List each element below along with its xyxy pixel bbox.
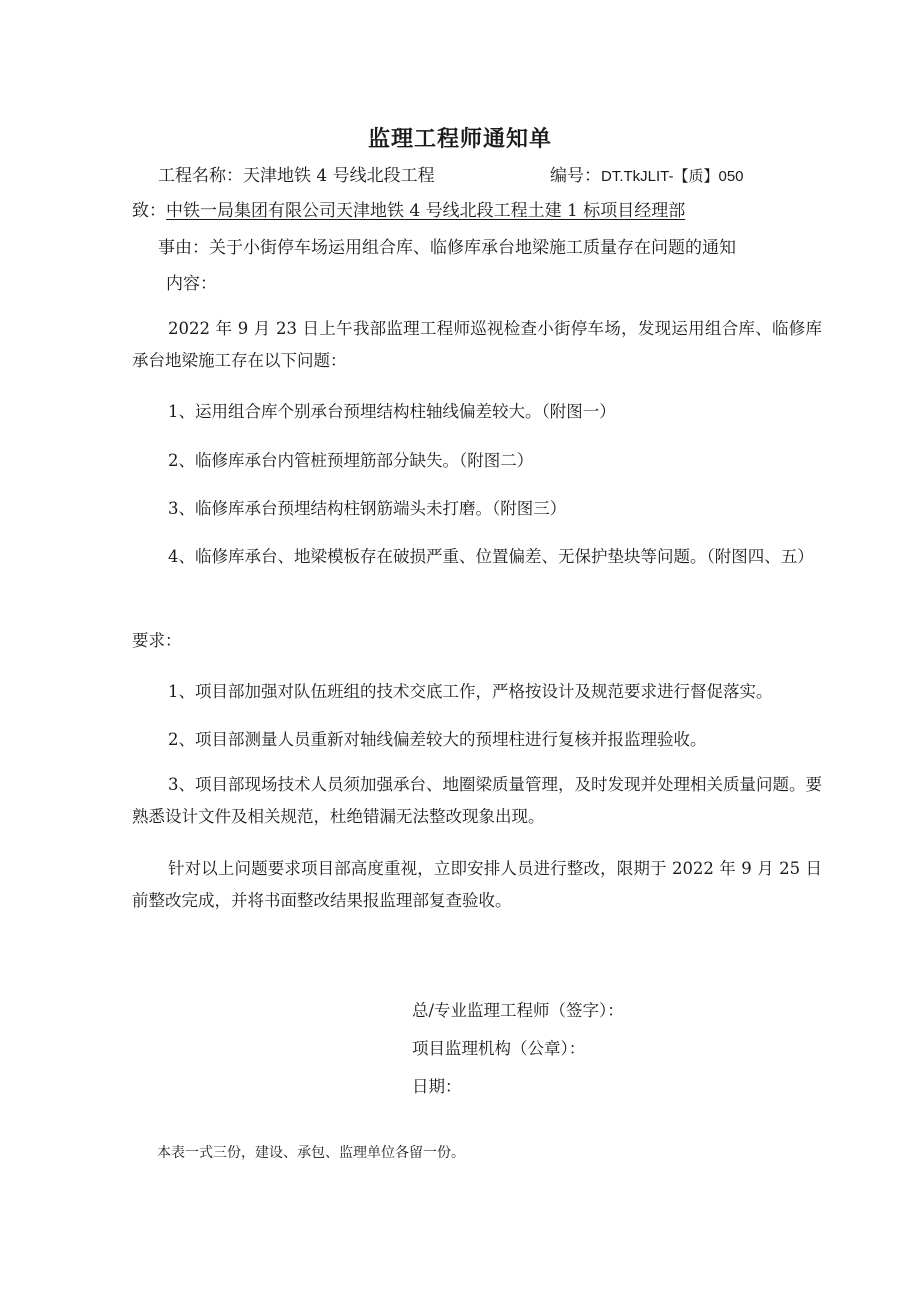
project-name-field <box>158 164 435 188</box>
organization-seal-line: 项目监理机构（公章）： <box>412 1039 586 1058</box>
engineer-signature-line: 总/专业监理工程师（签字）： <box>412 1001 624 1020</box>
issue-item: 2、临修库承台内管桩预埋筋部分缺失。（附图二） <box>168 451 534 470</box>
requirements-label: 要求： <box>132 631 182 650</box>
requirement-item: 1、项目部加强对队伍班组的技术交底工作，严格按设计及规范要求进行督促落实。 <box>168 682 773 701</box>
issue-item: 4、临修库承台、地梁模板存在破损严重、位置偏差、无保护垫块等问题。（附图四、五） <box>168 547 814 566</box>
date-line: 日期： <box>412 1077 462 1096</box>
document-number-field <box>550 164 744 189</box>
recipient-field <box>132 199 685 223</box>
requirement-item: 3、项目部现场技术人员须加强承台、地圈梁质量管理，及时发现并处理相关质量问题。要熟悉设计文件及相关规范，杜绝错漏无法整改现象出现。 <box>132 775 822 826</box>
subject-field <box>158 236 736 260</box>
footer-note: 本表一式三份，建设、承包、监理单位各留一份。 <box>157 1145 465 1161</box>
document-number-value: DT.TkJLIT-【质】050 <box>601 168 744 185</box>
content-label: 内容： <box>166 274 217 294</box>
subject-label: 事由： <box>158 238 209 258</box>
document-number-label: 编号： <box>550 166 601 186</box>
issue-item: 1、运用组合库个别承台预埋结构柱轴线偏差较大。（附图一） <box>168 402 616 421</box>
subject-value: 关于小街停车场运用组合库、临修库承台地梁施工质量存在问题的通知 <box>209 238 736 258</box>
closing-paragraph: 针对以上问题要求项目部高度重视，立即安排人员进行整改，限期于 2022 年 9 月 25 日前整改完成，并将书面整改结果报监理部复查验收。 <box>132 859 822 910</box>
recipient-label: 致： <box>132 201 166 221</box>
recipient-value: 中铁一局集团有限公司天津地铁 4 号线北段工程土建 1 标项目经理部 <box>166 201 686 221</box>
issue-item: 3、临修库承台预埋结构柱钢筋端头未打磨。（附图三） <box>168 499 567 518</box>
requirement-item: 2、项目部测量人员重新对轴线偏差较大的预埋柱进行复核并报监理验收。 <box>168 730 707 749</box>
page-title: 监理工程师通知单 <box>367 127 552 152</box>
project-name-label: 工程名称： <box>158 166 243 186</box>
content-intro: 2022 年 9 月 23 日上午我部监理工程师巡视检查小街停车场，发现运用组合库、临修库承台地梁施工存在以下问题： <box>132 319 822 370</box>
project-name-value: 天津地铁 4 号线北段工程 <box>243 166 435 186</box>
